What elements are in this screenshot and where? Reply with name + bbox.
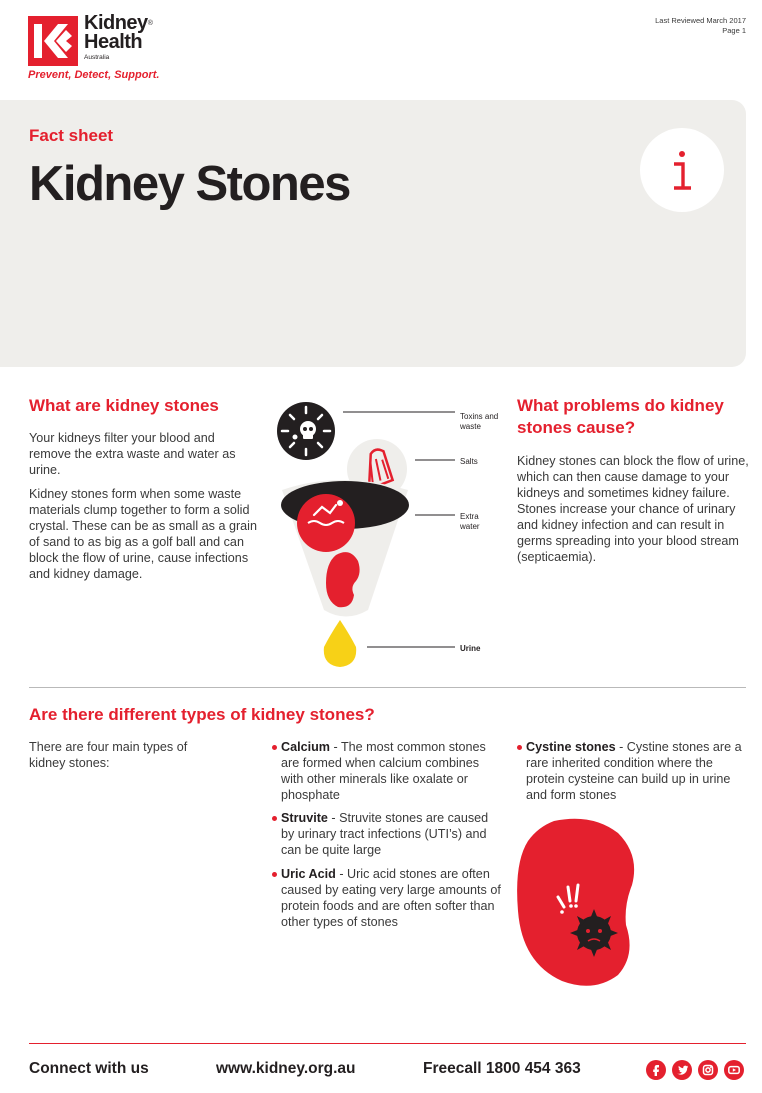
label-extra-water: Extra water <box>460 512 480 531</box>
info-icon <box>640 128 724 212</box>
kidney-health-logo-icon <box>28 16 78 66</box>
types-heading: Are there different types of kidney stones? <box>29 705 375 724</box>
label-urine: Urine <box>460 644 481 653</box>
list-item-uric-acid <box>272 866 504 930</box>
page-title: Kidney Stones <box>29 157 350 211</box>
label-salts: Salts <box>460 457 478 466</box>
section-divider <box>29 687 746 688</box>
instagram-icon[interactable] <box>698 1060 718 1080</box>
what-are-para-1: Your kidneys filter your blood and remove the extra waste and water as urine. <box>29 431 236 477</box>
stone-type-name: Uric Acid <box>281 867 336 881</box>
urine-drop-icon <box>324 620 356 667</box>
stone-type-name: Calcium <box>281 740 330 754</box>
water-swimmer-icon <box>297 494 355 552</box>
twitter-icon[interactable] <box>672 1060 692 1080</box>
fact-sheet-label: Fact sheet <box>29 126 114 145</box>
toxin-skull-icon <box>277 402 335 460</box>
kidney-health-logo <box>28 14 228 84</box>
stone-type-description: - Struvite stones are caused by urinary tract infections (UTI’s) and can be quite large <box>281 811 489 857</box>
filter-funnel-graphic <box>270 395 510 680</box>
kidney-filter-illustration <box>270 395 510 680</box>
types-intro: There are four main types of kidney stones: <box>29 740 188 770</box>
info-badge <box>640 128 724 212</box>
logo-country: Australia <box>84 54 110 61</box>
footer-divider <box>29 1043 746 1044</box>
youtube-icon[interactable] <box>724 1060 744 1080</box>
list-item-calcium <box>272 739 504 803</box>
kidney-stone-illustration <box>514 815 644 990</box>
logo-tagline: Prevent, Detect, Support. <box>28 69 160 81</box>
problems-heading: What problems do kidney stones cause? <box>517 396 724 437</box>
stone-type-name: Cystine stones <box>526 740 616 754</box>
stone-type-description: - Cystine stones are a rare inherited condition where the protein cysteine can build up in urine and form stones <box>526 740 742 802</box>
connect-with-us: Connect with us <box>29 1060 149 1077</box>
stone-type-description: - Uric acid stones are often caused by eating very large amounts of protein foods and are often softer than other types of stones <box>281 867 501 929</box>
stone-type-name: Struvite <box>281 811 328 825</box>
what-are-heading: What are kidney stones <box>29 396 219 415</box>
list-item-struvite <box>272 810 504 858</box>
what-are-para-2: Kidney stones form when some waste materials clump together to form a solid crystal. These can be as small as a grain of sand to as big as a golf ball and can block the flow of urine, cause infections and kidney damage. <box>29 487 257 581</box>
problems-para: Kidney stones can block the flow of urine, which can then cause damage to your kidneys and sometimes kidney failure. Stones increase your chance of urinary and kidney infection and can result in germs spreading into your blood stream (septicaemia). <box>517 454 749 564</box>
hero-panel <box>0 100 746 367</box>
stone-type-description: - The most common stones are formed when calcium combines with other minerals like oxalate or phosphate <box>281 740 486 802</box>
last-reviewed-date: Last Reviewed March 2017 <box>655 16 746 25</box>
page-number: Page 1 <box>722 26 746 35</box>
website-link[interactable]: www.kidney.org.au <box>216 1060 356 1077</box>
spiky-stone-icon <box>570 909 618 957</box>
facebook-icon[interactable] <box>646 1060 666 1080</box>
review-info <box>655 16 746 36</box>
list-item-cystine <box>517 739 749 803</box>
label-toxins-and-waste: Toxins and waste <box>460 412 499 431</box>
freecall-number[interactable]: Freecall 1800 454 363 <box>423 1060 581 1077</box>
logo-wordmark: Kidney® Health <box>84 12 153 53</box>
